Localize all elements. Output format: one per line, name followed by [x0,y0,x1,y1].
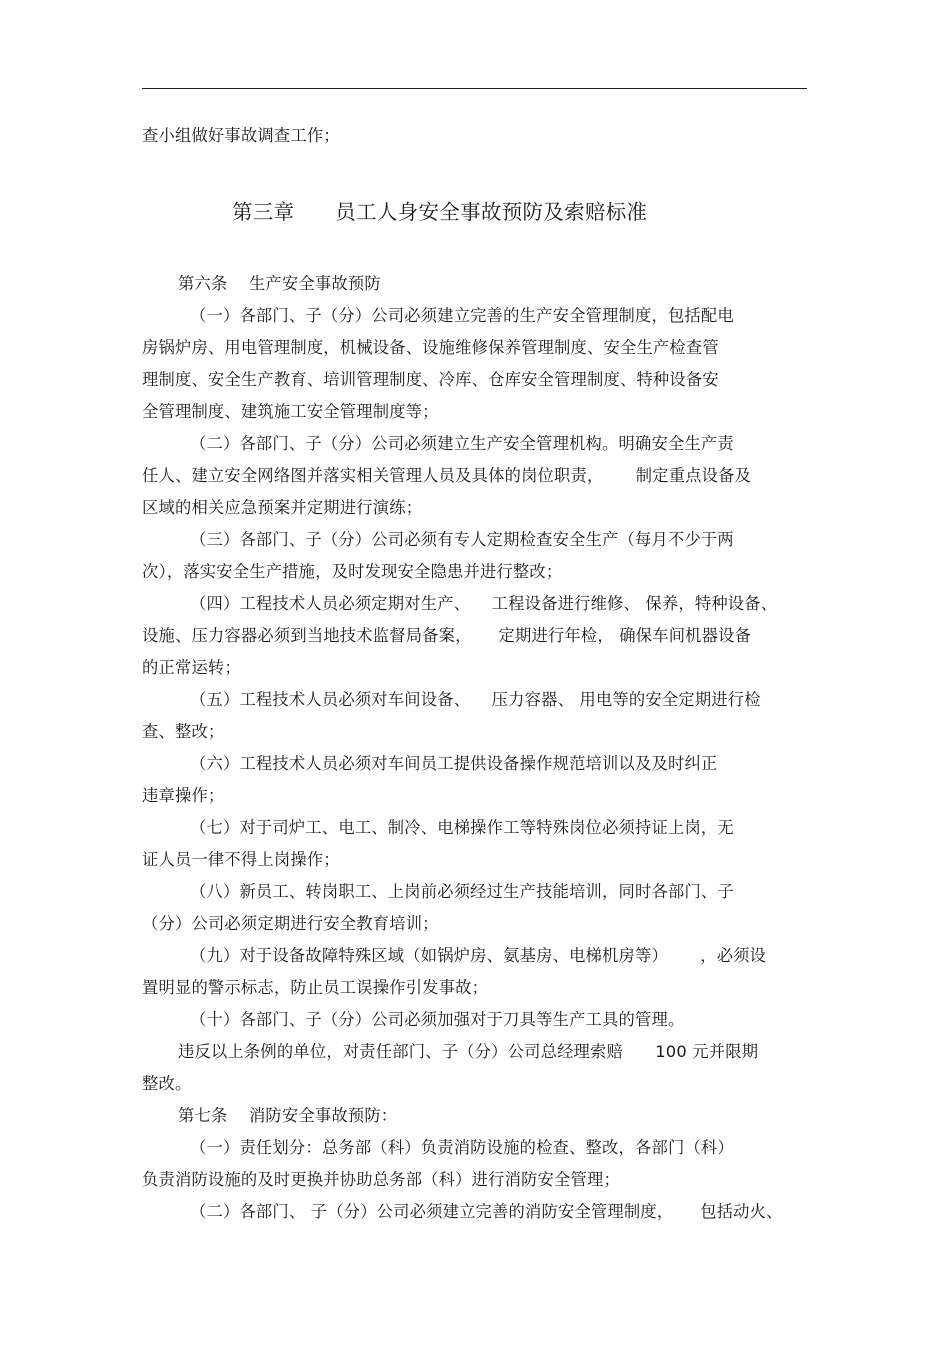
paragraph-line: 次），落实安全生产措施，及时发现安全隐患并进行整改； [142,562,563,581]
paragraph-line: 负责消防设施的及时更换并协助总务部（科）进行消防安全管理； [142,1170,620,1189]
continuation-line: 查小组做好事故调查工作； [142,126,340,145]
paragraph-line: 全管理制度、建筑施工安全管理制度等； [142,402,439,421]
chapter-title: 第三章 员工人身安全事故预防及索赔标准 [232,200,648,224]
paragraph-line: （一）各部门、子（分）公司必须建立完善的生产安全管理制度，包括配电 [190,306,734,325]
paragraph-line: （分）公司必须定期进行安全教育培训； [142,914,439,933]
paragraph-line: 设施、压力容器必须到当地技术监督局备案， 定期进行年检， 确保车间机器设备 [142,626,752,645]
paragraph-line: （八）新员工、转岗职工、上岗前必须经过生产技能培训，同时各部门、子 [190,882,734,901]
article-7-heading: 第七条 消防安全事故预防： [178,1106,398,1125]
paragraph-line: （七）对于司炉工、电工、制冷、电梯操作工等特殊岗位必须持证上岗，无 [190,818,734,837]
paragraph-line: （一）责任划分：总务部（科）负责消防设施的检查、整改，各部门（科） [190,1138,734,1157]
penalty-line: 违反以上条例的单位，对责任部门、子（分）公司总经理索赔 100 元并限期 [178,1042,759,1061]
paragraph-line: 证人员一律不得上岗操作； [142,850,340,869]
paragraph-line: （四）工程技术人员必须定期对生产、 工程设备进行维修、 保养，特种设备、 [190,594,778,613]
paragraph-line: 任人、建立安全网络图并落实相关管理人员及具体的岗位职责， 制定重点设备及 [142,466,752,485]
paragraph-line: 理制度、安全生产教育、培训管理制度、冷库、仓库安全管理制度、特种设备安 [142,370,719,389]
paragraph-line: 的正常运转； [142,658,241,677]
paragraph-line: （五）工程技术人员必须对车间设备、 压力容器、 用电等的安全定期进行检 [190,690,761,709]
paragraph-line: （三）各部门、子（分）公司必须有专人定期检查安全生产（每月不少于两 [190,530,734,549]
paragraph-line: （二）各部门、 子（分）公司必须建立完善的消防安全管理制度， 包括动火、 [190,1202,783,1221]
article-6-heading: 第六条 生产安全事故预防 [178,274,381,293]
paragraph-line: 查、整改； [142,722,225,741]
paragraph-line: 房锅炉房、用电管理制度，机械设备、设施维修保养管理制度、安全生产检查管 [142,338,719,357]
paragraph-line: 违章操作； [142,786,225,805]
penalty-line: 整改。 [142,1074,192,1093]
header-rule [142,88,807,89]
paragraph-line: 置明显的警示标志，防止员工误操作引发事故； [142,978,489,997]
paragraph-line: 区域的相关应急预案并定期进行演练； [142,498,423,517]
paragraph-line: （六）工程技术人员必须对车间员工提供设备操作规范培训以及及时纠正 [190,754,718,773]
paragraph-line: （十）各部门、子（分）公司必须加强对于刀具等生产工具的管理。 [190,1010,685,1029]
paragraph-line: （二）各部门、子（分）公司必须建立生产安全管理机构。明确安全生产责 [190,434,734,453]
paragraph-line: （九）对于设备故障特殊区域（如锅炉房、氨基房、电梯机房等） ，必须设 [190,946,767,965]
